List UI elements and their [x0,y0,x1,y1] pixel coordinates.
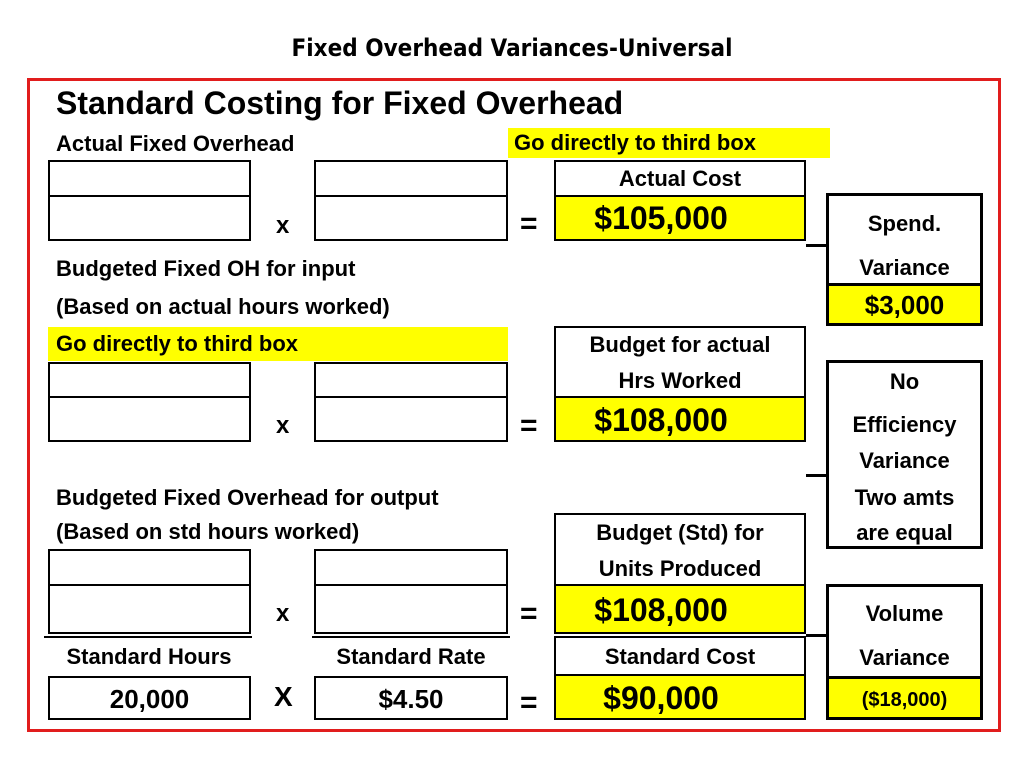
standard-cost-box [554,674,806,720]
efficiency-variance-line3: Variance [859,448,950,473]
actual-cost-title: Actual Cost [618,166,742,191]
volume-connector [806,634,826,637]
budget-output-equals-operator: = [520,597,538,630]
budget-input-equals-operator: = [520,409,538,442]
spending-variance-amount: $3,000 [864,290,945,320]
standard-cost-value: $90,000 [603,680,719,716]
budget-input-rate-box [314,396,508,442]
efficiency-variance-line2: Efficiency [852,412,957,437]
budget-input-hours-top-box [48,362,251,398]
volume-variance-amount-box [826,676,983,720]
slide-title: Fixed Overhead Variances-Universal [291,34,733,62]
budget-input-cost-box [554,396,806,442]
budget-input-sublabel: (Based on actual hours worked) [56,294,390,319]
actual-cost-value: $105,000 [594,200,728,236]
actual-cost-box [554,195,806,241]
actual-hours-top-box [48,160,251,197]
standard-rate-label: Standard Rate [336,644,486,669]
budget-input-title-box [554,326,806,398]
standard-rate-box [314,676,508,720]
actual-hours-box [48,195,251,241]
standard-rate-rule [312,636,510,638]
budget-output-hours-top-box [48,549,251,586]
budget-input-hours-box [48,396,251,442]
budget-output-title-box [554,513,806,586]
standard-cost-label: Standard Cost [604,644,756,669]
budget-output-hours-box [48,584,251,634]
budget-output-label: Budgeted Fixed Overhead for output [56,485,439,510]
actual-fixed-overhead-label: Actual Fixed Overhead [56,131,295,156]
actual-rate-top-box [314,160,508,197]
volume-variance-amount: ($18,000) [861,689,948,711]
actual-times-operator: x [276,212,290,239]
spending-variance-line1: Spend. [867,211,942,236]
standard-times-operator: X [274,681,293,712]
budget-output-title-line1: Budget (Std) for [596,520,764,545]
actual-cost-title-box [554,160,806,197]
standard-hours-box [48,676,251,720]
standard-rate-value: $4.50 [378,684,444,714]
budget-input-label: Budgeted Fixed OH for input [56,256,356,281]
diagram-heading: Standard Costing for Fixed Overhead [56,85,624,121]
actual-rate-box [314,195,508,241]
spending-variance-line2: Variance [859,255,950,280]
standard-hours-value: 20,000 [109,684,190,714]
budget-input-title-line2: Hrs Worked [618,368,742,393]
budget-input-cost-value: $108,000 [594,402,728,438]
budget-output-cost-box [554,584,806,634]
budget-output-times-operator: x [276,600,290,627]
standard-cost-title-box [554,636,806,676]
actual-go-directly-note: Go directly to third box [508,128,830,158]
spend-connector [806,244,826,247]
standard-hours-rule [44,636,252,638]
budget-output-title-line2: Units Produced [598,556,762,581]
budget-input-rate-top-box [314,362,508,398]
efficiency-variance-box [826,360,983,549]
standard-hours-label: Standard Hours [66,644,232,669]
spending-variance-amount-box [826,283,983,326]
volume-variance-line1: Volume [865,601,944,626]
budget-input-go-directly-note: Go directly to third box [48,327,508,361]
budget-input-title-line1: Budget for actual [589,332,771,357]
standard-equals-operator: = [520,686,538,719]
actual-equals-operator: = [520,207,538,240]
efficiency-variance-line4: Two amts [854,485,955,510]
efficiency-variance-line1: No [889,369,920,394]
efficiency-variance-line5: are equal [856,520,953,545]
budget-output-rate-top-box [314,549,508,586]
volume-variance-line2: Variance [859,645,950,670]
budget-output-cost-value: $108,000 [594,592,728,628]
budget-input-times-operator: x [276,412,290,439]
efficiency-connector [806,474,826,477]
budget-output-sublabel: (Based on std hours worked) [56,519,360,544]
budget-output-rate-box [314,584,508,634]
